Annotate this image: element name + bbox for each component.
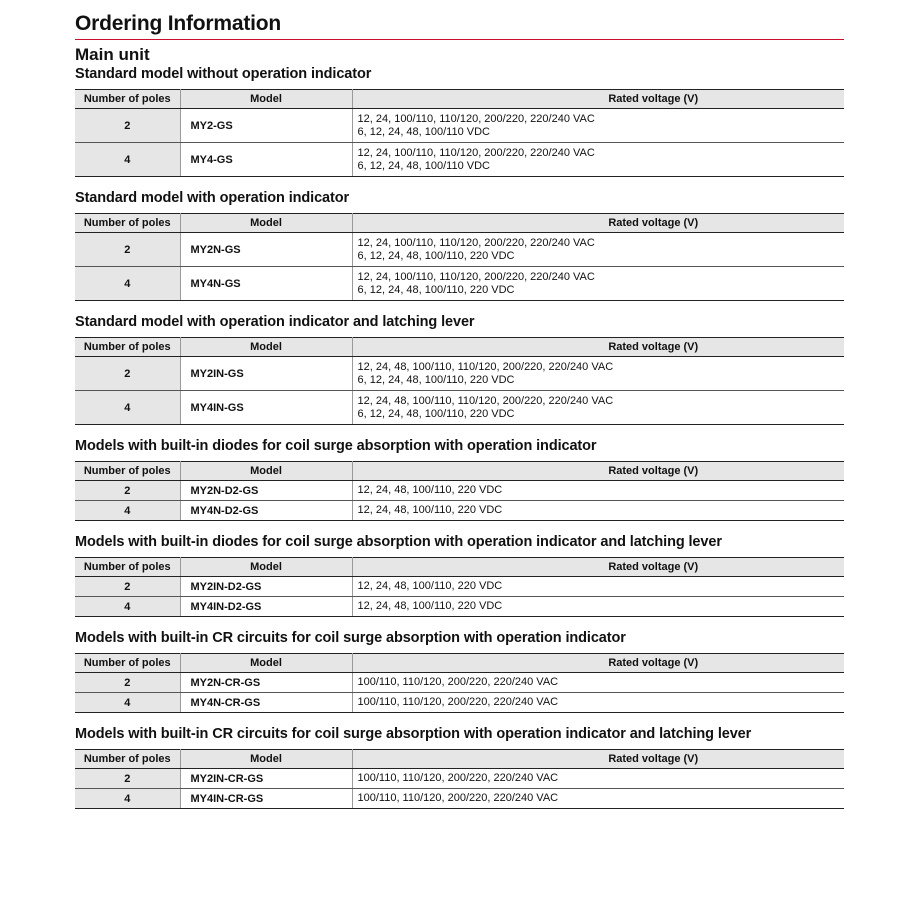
poles-cell: 4: [75, 267, 180, 301]
poles-cell: 4: [75, 143, 180, 177]
poles-cell: 2: [75, 357, 180, 391]
ordering-section: [75, 438, 844, 521]
model-cell: MY4N-GS: [180, 267, 352, 301]
header-model: Model: [180, 558, 352, 577]
voltage-line: 12, 24, 100/110, 110/120, 200/220, 220/240 VAC: [357, 236, 595, 249]
title-divider: [75, 39, 844, 40]
model-cell: MY4IN-CR-GS: [180, 789, 352, 809]
header-model: Model: [180, 90, 352, 109]
rated-voltage-cell: [352, 577, 844, 597]
rated-voltage-cell: [352, 391, 844, 425]
model-cell: MY2IN-D2-GS: [180, 577, 352, 597]
ordering-table: [75, 557, 844, 617]
ordering-table: [75, 213, 844, 301]
voltage-line: 12, 24, 100/110, 110/120, 200/220, 220/240 VAC: [357, 270, 595, 283]
page-title: Ordering Information: [75, 12, 282, 35]
rated-voltage-cell: [352, 233, 844, 267]
table-header-row: [75, 214, 844, 233]
voltage-line: 6, 12, 24, 48, 100/110 VDC: [357, 159, 490, 172]
voltage-line: 6, 12, 24, 48, 100/110, 220 VDC: [357, 407, 515, 420]
rated-voltage-cell: [352, 267, 844, 301]
model-cell: MY2IN-GS: [180, 357, 352, 391]
rated-voltage-cell: [352, 693, 844, 713]
model-cell: MY2-GS: [180, 109, 352, 143]
voltage-line: 6, 12, 24, 48, 100/110, 220 VDC: [357, 373, 515, 386]
rated-voltage-cell: [352, 673, 844, 693]
model-cell: MY2N-GS: [180, 233, 352, 267]
table-row: [75, 693, 844, 713]
ordering-table: [75, 89, 844, 177]
model-cell: MY2N-D2-GS: [180, 481, 352, 501]
rated-voltage-cell: [352, 109, 844, 143]
section-title: Models with built-in CR circuits for coil surge absorption with operation indicator and latching lever: [75, 726, 752, 742]
ordering-section: [75, 66, 844, 177]
header-poles: Number of poles: [75, 462, 180, 481]
ordering-section: [75, 190, 844, 301]
voltage-line: 12, 24, 48, 100/110, 220 VDC: [357, 484, 503, 496]
poles-cell: 4: [75, 391, 180, 425]
ordering-section: [75, 534, 844, 617]
poles-cell: 2: [75, 577, 180, 597]
ordering-table: [75, 461, 844, 521]
header-model: Model: [180, 462, 352, 481]
model-cell: MY4IN-GS: [180, 391, 352, 425]
table-row: [75, 357, 844, 391]
voltage-line: 12, 24, 100/110, 110/120, 200/220, 220/240 VAC: [357, 146, 595, 159]
voltage-line: 100/110, 110/120, 200/220, 220/240 VAC: [357, 792, 559, 804]
header-rated-voltage: Rated voltage (V): [352, 654, 844, 673]
header-rated-voltage: Rated voltage (V): [352, 750, 844, 769]
ordering-section: [75, 630, 844, 713]
header-rated-voltage: Rated voltage (V): [352, 462, 844, 481]
ordering-table: [75, 749, 844, 809]
header-poles: Number of poles: [75, 654, 180, 673]
poles-cell: 4: [75, 597, 180, 617]
voltage-line: 100/110, 110/120, 200/220, 220/240 VAC: [357, 772, 559, 784]
table-row: [75, 577, 844, 597]
poles-cell: 2: [75, 481, 180, 501]
poles-cell: 4: [75, 693, 180, 713]
header-poles: Number of poles: [75, 90, 180, 109]
rated-voltage-cell: [352, 357, 844, 391]
model-cell: MY4N-D2-GS: [180, 501, 352, 521]
poles-cell: 2: [75, 233, 180, 267]
section-title: Standard model with operation indicator and latching lever: [75, 314, 475, 330]
table-row: [75, 789, 844, 809]
ordering-table: [75, 337, 844, 425]
header-rated-voltage: Rated voltage (V): [352, 214, 844, 233]
table-header-row: [75, 338, 844, 357]
table-header-row: [75, 750, 844, 769]
rated-voltage-cell: [352, 481, 844, 501]
table-header-row: [75, 558, 844, 577]
rated-voltage-cell: [352, 789, 844, 809]
section-title: Models with built-in diodes for coil surge absorption with operation indicator and latching lever: [75, 534, 722, 550]
table-header-row: [75, 654, 844, 673]
table-row: [75, 143, 844, 177]
table-row: [75, 233, 844, 267]
header-poles: Number of poles: [75, 750, 180, 769]
ordering-section: [75, 726, 844, 809]
header-rated-voltage: Rated voltage (V): [352, 558, 844, 577]
voltage-line: 6, 12, 24, 48, 100/110, 220 VDC: [357, 283, 515, 296]
table-row: [75, 481, 844, 501]
rated-voltage-cell: [352, 769, 844, 789]
rated-voltage-cell: [352, 501, 844, 521]
voltage-line: 12, 24, 48, 100/110, 220 VDC: [357, 580, 503, 592]
poles-cell: 4: [75, 789, 180, 809]
rated-voltage-cell: [352, 597, 844, 617]
section-title: Standard model without operation indicator: [75, 66, 372, 82]
voltage-line: 12, 24, 48, 100/110, 220 VDC: [357, 600, 503, 612]
voltage-line: 12, 24, 48, 100/110, 110/120, 200/220, 220/240 VAC: [357, 360, 614, 373]
section-title: Models with built-in diodes for coil surge absorption with operation indicator: [75, 438, 597, 454]
voltage-line: 12, 24, 48, 100/110, 110/120, 200/220, 220/240 VAC: [357, 394, 614, 407]
header-poles: Number of poles: [75, 338, 180, 357]
table-row: [75, 109, 844, 143]
table-header-row: [75, 462, 844, 481]
model-cell: MY4-GS: [180, 143, 352, 177]
poles-cell: 4: [75, 501, 180, 521]
model-cell: MY4IN-D2-GS: [180, 597, 352, 617]
voltage-line: 6, 12, 24, 48, 100/110 VDC: [357, 125, 490, 138]
table-row: [75, 769, 844, 789]
ordering-section: [75, 314, 844, 425]
table-row: [75, 501, 844, 521]
model-cell: MY2IN-CR-GS: [180, 769, 352, 789]
section-title: Standard model with operation indicator: [75, 190, 350, 206]
ordering-table: [75, 653, 844, 713]
table-row: [75, 267, 844, 301]
voltage-line: 12, 24, 100/110, 110/120, 200/220, 220/240 VAC: [357, 112, 595, 125]
header-model: Model: [180, 214, 352, 233]
model-cell: MY4N-CR-GS: [180, 693, 352, 713]
voltage-line: 100/110, 110/120, 200/220, 220/240 VAC: [357, 676, 559, 688]
section-title: Models with built-in CR circuits for coil surge absorption with operation indicator: [75, 630, 626, 646]
header-poles: Number of poles: [75, 558, 180, 577]
main-unit-heading: Main unit: [75, 45, 150, 64]
voltage-line: 100/110, 110/120, 200/220, 220/240 VAC: [357, 696, 559, 708]
header-model: Model: [180, 750, 352, 769]
poles-cell: 2: [75, 769, 180, 789]
header-rated-voltage: Rated voltage (V): [352, 338, 844, 357]
header-poles: Number of poles: [75, 214, 180, 233]
header-model: Model: [180, 654, 352, 673]
voltage-line: 6, 12, 24, 48, 100/110, 220 VDC: [357, 249, 515, 262]
table-row: [75, 597, 844, 617]
sections-container: [75, 66, 844, 809]
rated-voltage-cell: [352, 143, 844, 177]
poles-cell: 2: [75, 673, 180, 693]
poles-cell: 2: [75, 109, 180, 143]
ordering-information-page: [75, 0, 844, 809]
voltage-line: 12, 24, 48, 100/110, 220 VDC: [357, 504, 503, 516]
table-row: [75, 391, 844, 425]
header-rated-voltage: Rated voltage (V): [352, 90, 844, 109]
table-row: [75, 673, 844, 693]
table-header-row: [75, 90, 844, 109]
model-cell: MY2N-CR-GS: [180, 673, 352, 693]
header-model: Model: [180, 338, 352, 357]
